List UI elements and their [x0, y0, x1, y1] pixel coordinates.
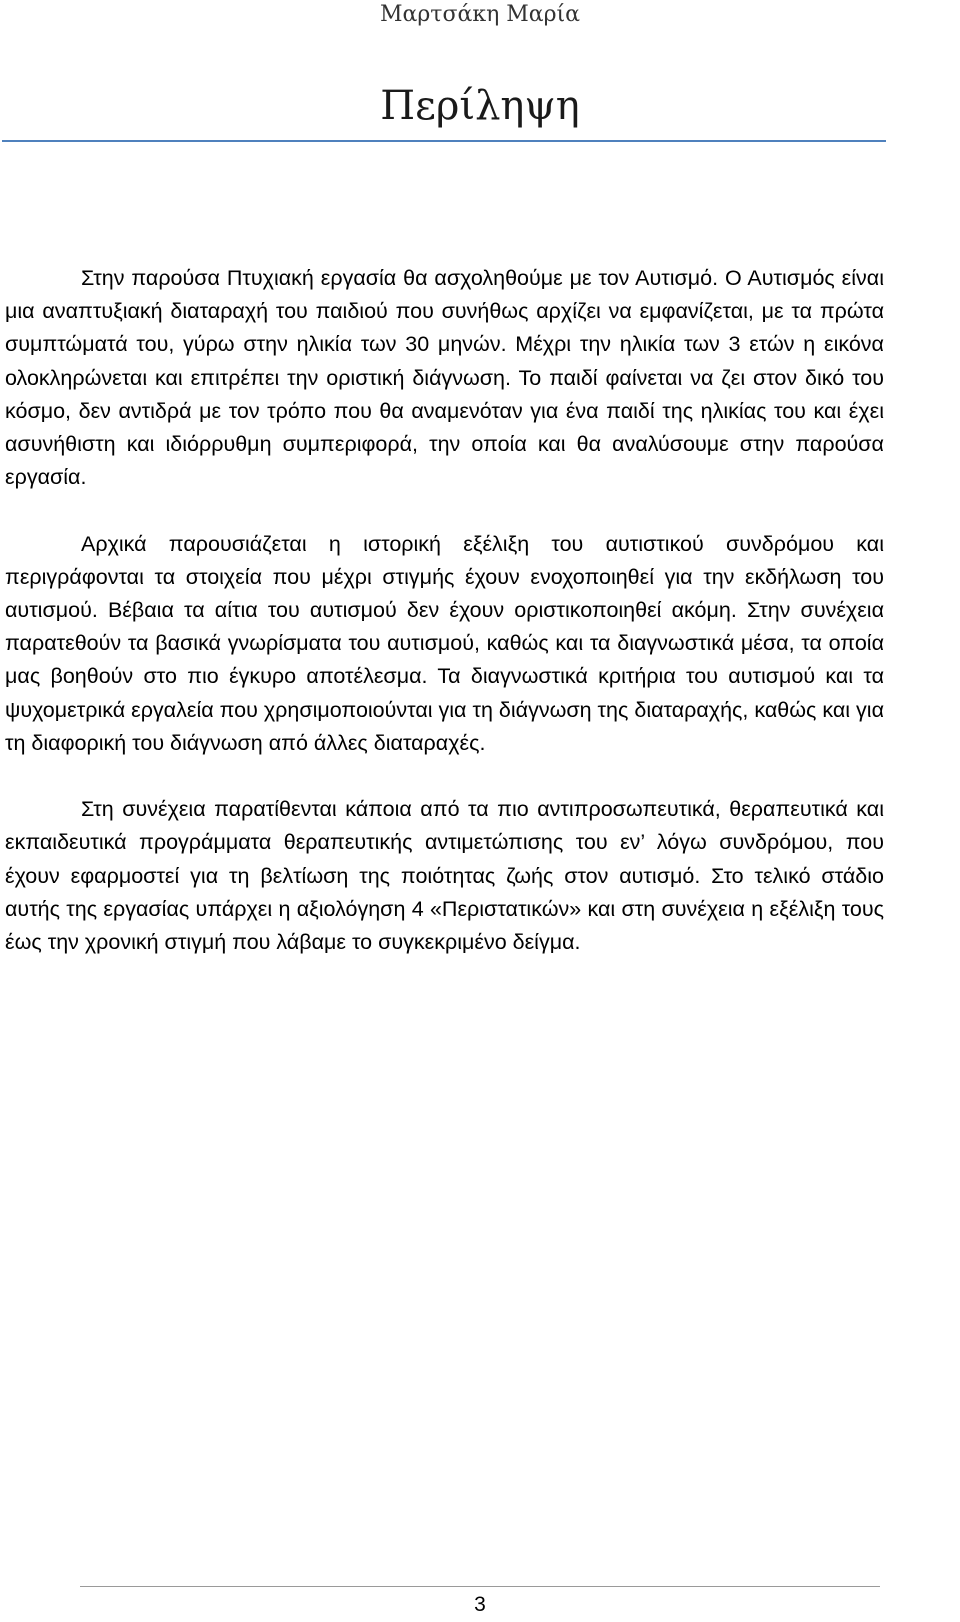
page-number: 3	[474, 1593, 486, 1616]
footer-rule	[80, 1586, 880, 1587]
abstract-paragraph-3: Στη συνέχεια παρατίθενται κάποια από τα πιο αντιπροσωπευτικά, θεραπευτικά και εκπαιδευτικά προγράμματα θεραπευτικής αντιμετώπισης του εν’ λόγω συνδρόμου, που έχουν εφαρμοστεί για τη βελτίωση της ποιότητας ζωής στον αυτισμό. Στο τελικό στάδιο αυτής της εργασίας υπάρχει η αξιολόγηση 4 «Περιστατικών» και στη συνέχεια η εξέλιξη τους έως την χρονική στιγμή που λάβαμε το συγκεκριμένο δείγμα.	[5, 797, 884, 955]
title-underline-rule	[2, 140, 886, 142]
page-title: Περίληψη	[380, 83, 580, 129]
running-header-author: Μαρτσάκη Μαρία	[379, 2, 581, 27]
abstract-body	[5, 262, 884, 992]
abstract-paragraph-1: Στην παρούσα Πτυχιακή εργασία θα ασχοληθούμε με τον Αυτισμό. Ο Αυτισμός είναι μια αναπτυξιακή διαταραχή του παιδιού που συνήθως αρχίζει να εμφανίζεται, με τα πρώτα συμπτώματά του, γύρω στην ηλικία των 30 μηνών. Μέχρι την ηλικία των 3 ετών η εικόνα ολοκληρώνεται και επιτρέπει την οριστική διάγνωση. Το παιδί φαίνεται να ζει στον δικό του κόσμο, δεν αντιδρά με τον τρόπο που θα αναμενόταν για ένα παιδί της ηλικίας του και έχει ασυνήθιστη και ιδιόρρυθμη συμπεριφορά, την οποία και θα αναλύσουμε στην παρούσα εργασία.	[5, 266, 884, 490]
abstract-paragraph-2: Αρχικά παρουσιάζεται η ιστορική εξέλιξη του αυτιστικού συνδρόμου και περιγράφονται τα στοιχεία που μέχρι στιγμής έχουν ενοχοποιηθεί για την εκδήλωση του αυτισμού. Βέβαια τα αίτια του αυτισμού δεν έχουν οριστικοποιηθεί ακόμη. Στην συνέχεια παρατεθούν τα βασικά γνωρίσματα του αυτισμού, καθώς και τα διαγνωστικά μέσα, τα οποία μας βοηθούν στο πιο έγκυρο αποτέλεσμα. Τα διαγνωστικά κριτήρια του αυτισμού και τα ψυχομετρικά εργαλεία που χρησιμοποιούνται για τη διάγνωση της διαταραχής, καθώς και για τη διαφορική του διάγνωση από άλλες διαταραχές.	[5, 531, 884, 755]
